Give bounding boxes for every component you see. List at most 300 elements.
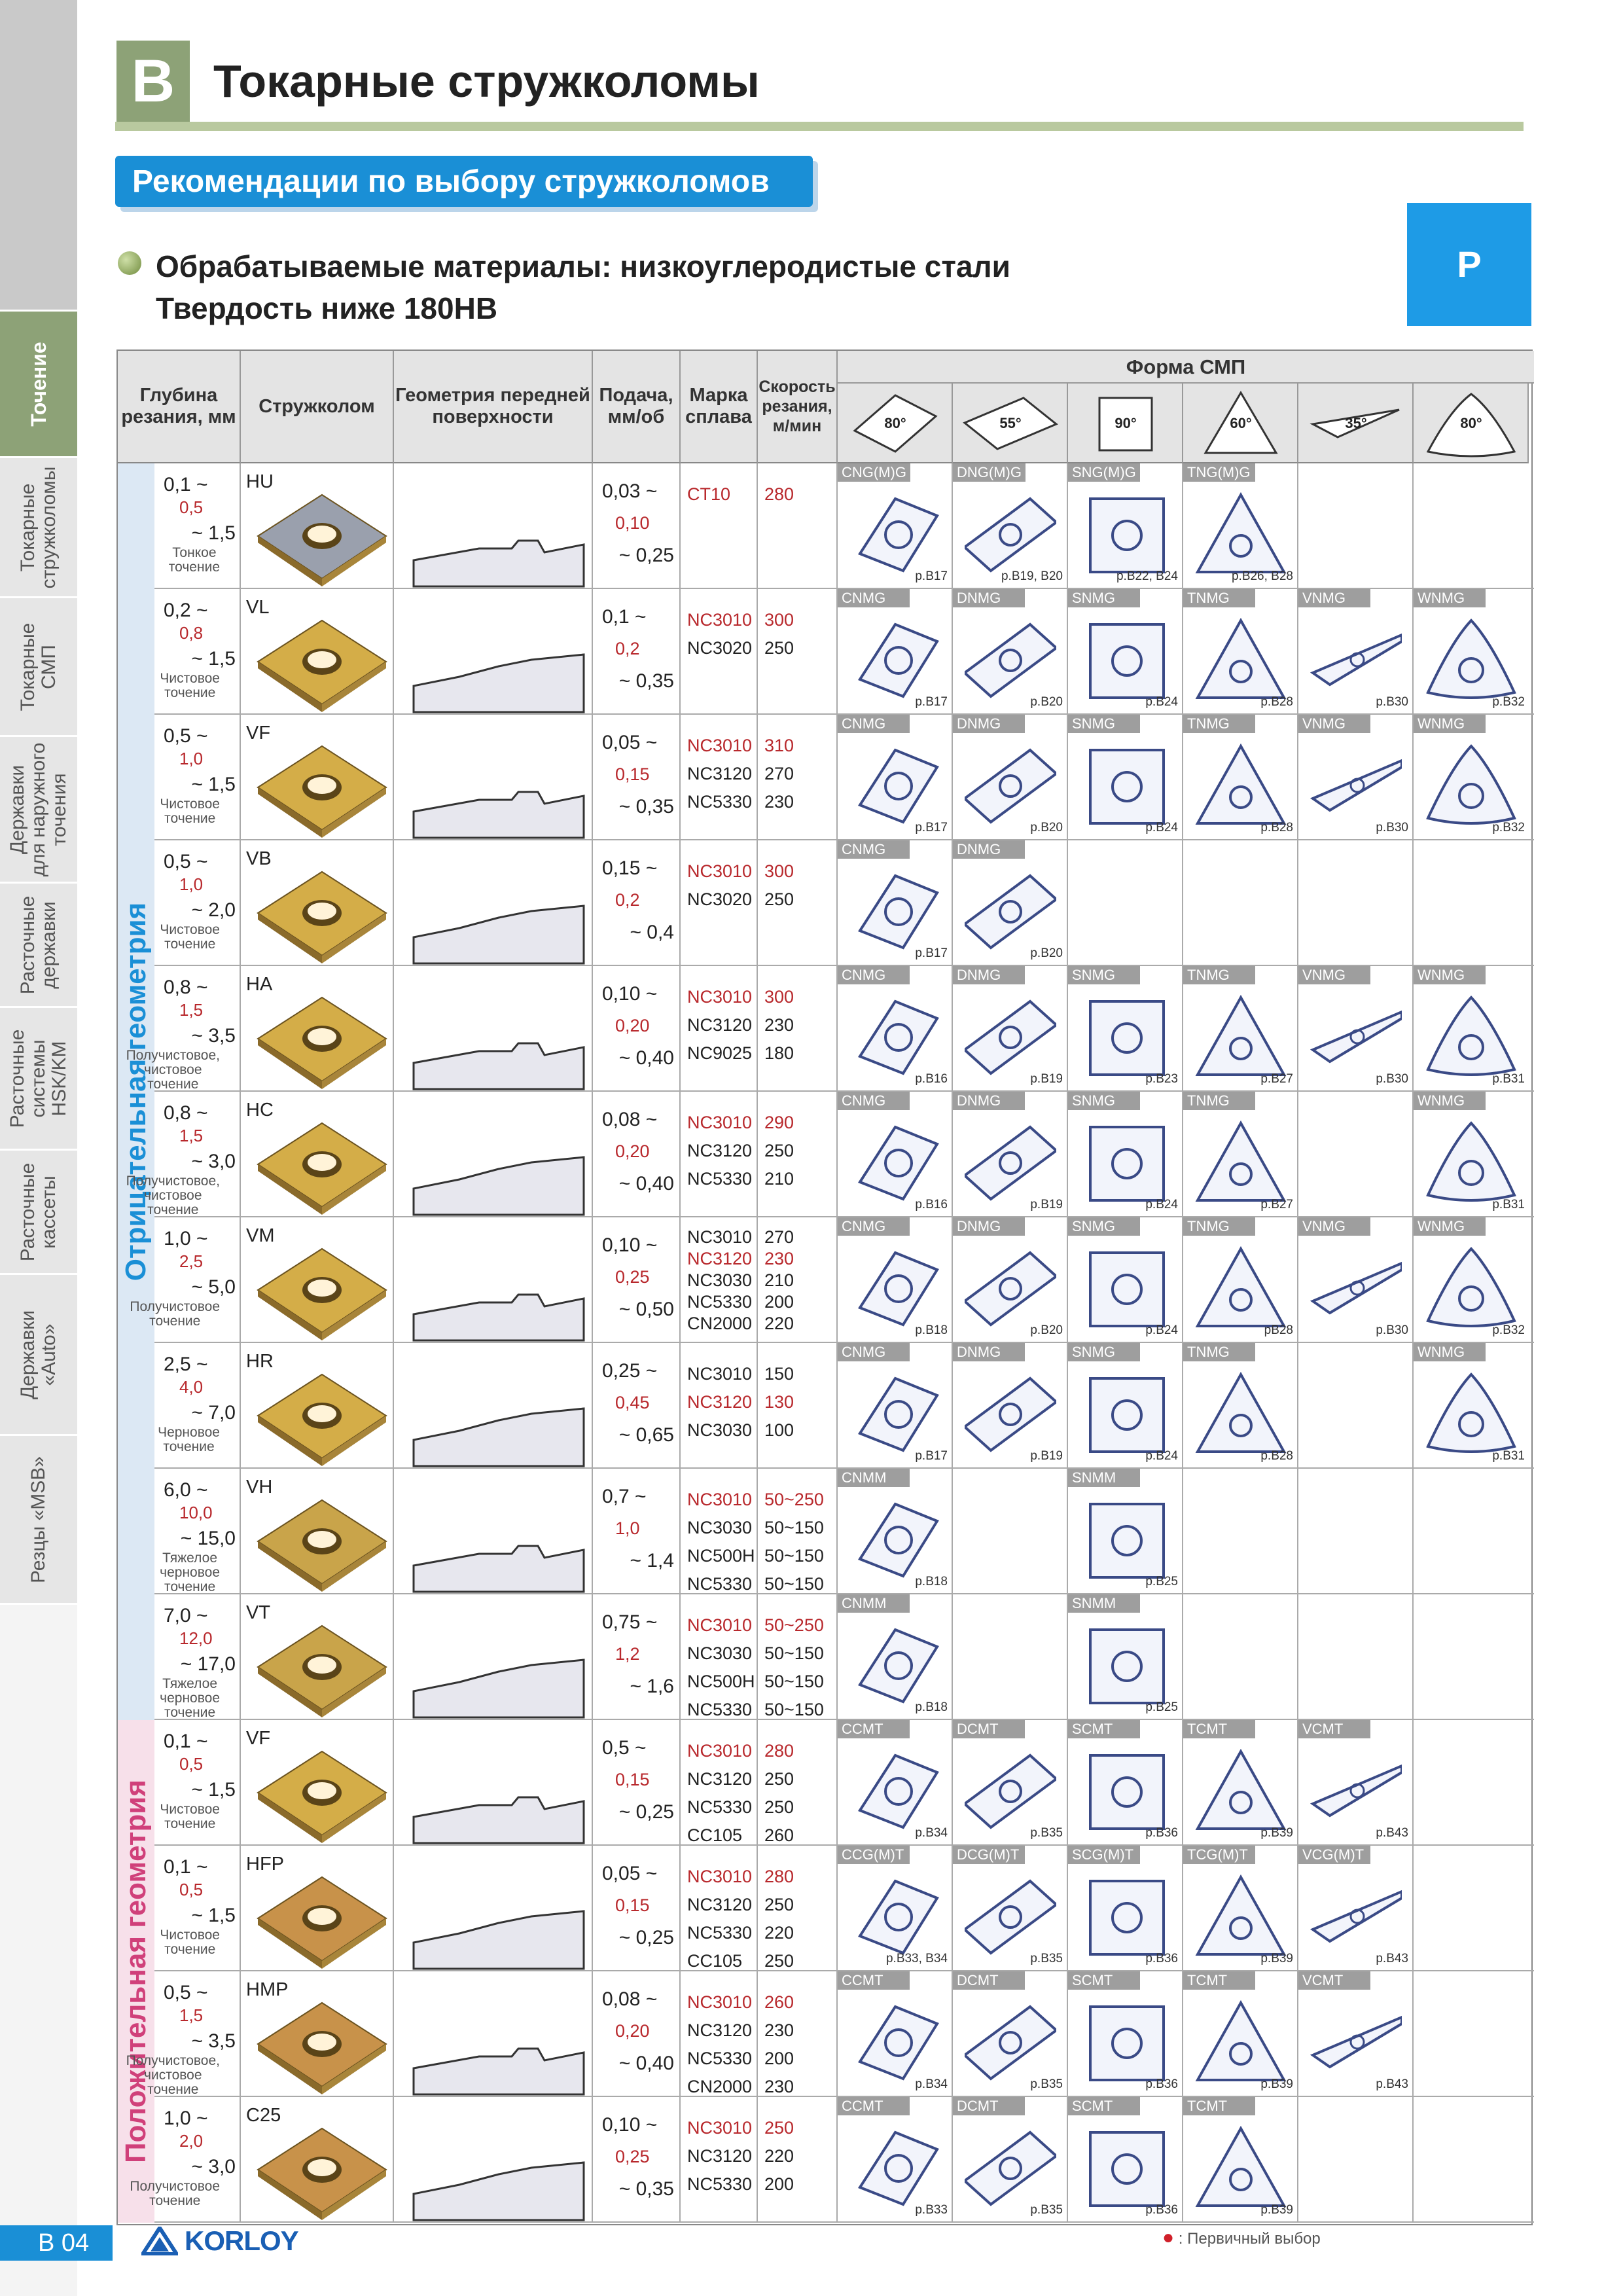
speed-cell: [758, 2097, 838, 2223]
grade-name: NC500H: [687, 1546, 755, 1566]
shape-cell[interactable]: [838, 1720, 953, 1844]
catalog-page-ref[interactable]: p.B35: [1030, 2203, 1063, 2217]
insert-drawing-icon: [1310, 1746, 1402, 1834]
catalog-page-ref[interactable]: p.B16: [915, 1072, 948, 1086]
insert-designation: WNMG: [1414, 1217, 1486, 1236]
depth-value: ~ 1,5: [191, 522, 236, 544]
catalog-page-ref[interactable]: p.B35: [1030, 1952, 1063, 1965]
shape-cell: [1414, 1469, 1529, 1593]
sidebar-tab[interactable]: [0, 1008, 77, 1151]
sidebar-tab-label: Державки «Auto»: [17, 1310, 60, 1399]
speed-value: 180: [764, 1043, 794, 1063]
catalog-page-ref[interactable]: p.B19: [1030, 1198, 1063, 1211]
breaker-cell: [241, 1720, 394, 1846]
shape-cell[interactable]: [1068, 1594, 1183, 1719]
shape-cell[interactable]: [1183, 1343, 1298, 1467]
catalog-page-ref[interactable]: p.B20: [1030, 821, 1063, 834]
geometry-cell: [394, 840, 593, 966]
catalog-page-ref[interactable]: p.B34: [915, 1826, 948, 1840]
sidebar-tab[interactable]: [0, 1436, 77, 1605]
insert-designation: CNMG: [838, 1092, 910, 1110]
breaker-cell: [241, 1971, 394, 2097]
depth-value: 0,1 ~: [164, 474, 208, 495]
insert-drawing: [1080, 1872, 1171, 1963]
table-row: [130, 1217, 1534, 1343]
catalog-page-ref[interactable]: p.B19: [1030, 1072, 1063, 1086]
catalog-page-ref[interactable]: p.B18: [915, 1700, 948, 1714]
catalog-page-ref[interactable]: p.B27: [1260, 1072, 1293, 1086]
shape-cell: [1068, 840, 1183, 965]
shape-cell[interactable]: [953, 589, 1068, 713]
speed-value: 260: [764, 1825, 794, 1845]
catalog-page-ref[interactable]: p.B35: [1030, 2077, 1063, 2091]
catalog-page-ref[interactable]: p.B36: [1145, 1826, 1178, 1840]
insert-drawing: [965, 615, 1056, 706]
insert-photo-icon: [255, 744, 389, 839]
sidebar-tab[interactable]: [0, 0, 77, 312]
shape-cell[interactable]: [838, 840, 953, 965]
insert-drawing-icon: [1195, 1998, 1287, 2085]
shape-cell[interactable]: [1068, 1469, 1183, 1593]
shape-cell[interactable]: [1068, 1217, 1183, 1342]
machining-type: Чистовое точение: [160, 922, 220, 952]
catalog-page-ref[interactable]: p.B27: [1260, 1198, 1293, 1211]
insert-designation: VNMG: [1298, 1217, 1370, 1236]
legend: [1162, 2227, 1321, 2249]
shape-angle-label: 55°: [999, 415, 1022, 431]
shape-cell[interactable]: [838, 1846, 953, 1970]
depth-value: 0,5 ~: [164, 1982, 208, 2003]
shape-cell[interactable]: [1183, 1092, 1298, 1216]
shape-cell[interactable]: [953, 1092, 1068, 1216]
breaker-name: VB: [246, 848, 272, 869]
insert-drawing: [849, 2123, 941, 2214]
shape-cell[interactable]: [953, 1720, 1068, 1844]
catalog-page-ref[interactable]: p.B20: [1030, 1323, 1063, 1337]
depth-value: ~ 3,5: [191, 2030, 236, 2052]
shape-cell[interactable]: [838, 463, 953, 588]
breaker-cell: [241, 1217, 394, 1343]
catalog-page-ref[interactable]: p.B43: [1376, 1952, 1408, 1965]
catalog-page-ref[interactable]: p.B28: [1260, 695, 1293, 709]
table-row: [154, 1846, 1534, 1971]
catalog-page-ref[interactable]: p.B23: [1145, 1072, 1178, 1086]
feed-value: 0,1 ~: [602, 606, 647, 628]
catalog-page-ref[interactable]: p.B16: [915, 1198, 948, 1211]
grade-list: [687, 857, 752, 914]
shape-cell[interactable]: [1298, 589, 1414, 713]
depth-value: 2,0: [179, 2131, 204, 2151]
breaker-cell: [241, 1092, 394, 1217]
insert-photo-icon: [255, 492, 389, 588]
shape-cell[interactable]: [1068, 1846, 1183, 1970]
catalog-page-ref[interactable]: p.B17: [915, 695, 948, 709]
catalog-page-ref[interactable]: p.B30: [1376, 1323, 1408, 1337]
insert-drawing: [849, 1746, 941, 1837]
shape-cell[interactable]: [1068, 2097, 1183, 2221]
machining-type: Чистовое точение: [160, 797, 220, 826]
insert-drawing-icon: [1080, 1244, 1171, 1331]
catalog-page-ref[interactable]: p.B17: [915, 821, 948, 834]
grade-cell: [681, 1092, 758, 1217]
shape-cell[interactable]: [1068, 589, 1183, 713]
shape-cell[interactable]: [838, 1092, 953, 1216]
feed-value: ~ 0,40: [618, 1173, 674, 1194]
feed-value: ~ 0,50: [618, 1299, 674, 1320]
catalog-page-ref[interactable]: p.B17: [915, 946, 948, 960]
shape-header-cell: [1298, 384, 1414, 463]
insert-drawing-icon: [849, 1244, 941, 1331]
shape-cell[interactable]: [1068, 715, 1183, 839]
catalog-page-ref[interactable]: p.B30: [1376, 695, 1408, 709]
catalog-page-ref[interactable]: p.B32: [1492, 821, 1525, 834]
legend-mark: ●: [1162, 2227, 1175, 2248]
rake-geometry: [401, 1242, 586, 1350]
catalog-page-ref[interactable]: p.B24: [1145, 695, 1178, 709]
shape-cell[interactable]: [1298, 1217, 1414, 1342]
feed-value: 0,05 ~: [602, 732, 658, 753]
subtitle-bar: [115, 156, 813, 207]
catalog-page-ref[interactable]: p.B22, B24: [1116, 569, 1178, 583]
band-negative-label: Отрицательная геометрия: [120, 902, 152, 1282]
catalog-page-ref[interactable]: p.B31: [1492, 1449, 1525, 1463]
insert-designation: DNMG: [953, 1092, 1025, 1110]
depth-cell: [126, 1092, 241, 1217]
shape-cell[interactable]: [1183, 1720, 1298, 1844]
catalog-page-ref[interactable]: p.B39: [1260, 2203, 1293, 2217]
catalog-page-ref[interactable]: p.B32: [1492, 695, 1525, 709]
insert-drawing: [965, 741, 1056, 832]
catalog-page-ref[interactable]: p.B32: [1492, 1323, 1525, 1337]
header-depth: Глубина резания, мм: [118, 351, 241, 463]
insert-drawing-icon: [965, 1998, 1056, 2085]
catalog-page-ref[interactable]: p.B25: [1145, 1700, 1178, 1714]
shape-cell[interactable]: [1298, 715, 1414, 839]
insert-drawing-icon: [1195, 1118, 1287, 1206]
shape-cell[interactable]: [1298, 1846, 1414, 1970]
insert-designation: CNMG: [838, 840, 910, 859]
shape-cell[interactable]: [1068, 966, 1183, 1090]
speed-value: 270: [764, 1227, 794, 1247]
catalog-page-ref[interactable]: p.B36: [1145, 2077, 1178, 2091]
shape-cell[interactable]: [838, 1343, 953, 1467]
shape-cell[interactable]: [1183, 589, 1298, 713]
catalog-page-ref[interactable]: p.B36: [1145, 2203, 1178, 2217]
insert-drawing: [965, 1746, 1056, 1837]
shape-cell[interactable]: [1183, 1846, 1298, 1970]
shape-cell[interactable]: [1414, 1343, 1529, 1467]
catalog-page-ref[interactable]: p.B19, B20: [1001, 569, 1063, 583]
shape-cell[interactable]: [953, 1217, 1068, 1342]
shape-cell[interactable]: [953, 966, 1068, 1090]
catalog-page-ref[interactable]: p.B30: [1376, 1072, 1408, 1086]
grade-list: [687, 1360, 752, 1444]
grade-name: NC3030: [687, 1518, 753, 1537]
rake-geometry: [401, 488, 586, 596]
breaker-cell: [241, 2097, 394, 2223]
insert-photo-icon: [255, 1623, 389, 1719]
shape-cell: [1183, 840, 1298, 965]
sidebar-tab[interactable]: [0, 884, 77, 1008]
catalog-page-ref[interactable]: p.B20: [1030, 695, 1063, 709]
catalog-page-ref[interactable]: p.B17: [915, 569, 948, 583]
depth-cell: [126, 966, 241, 1092]
shape-cell[interactable]: [1414, 715, 1529, 839]
shape-cell[interactable]: [838, 1971, 953, 2096]
shape-cell: [953, 1594, 1068, 1719]
insert-designation: WNMG: [1414, 1343, 1486, 1361]
catalog-page-ref[interactable]: p.B36: [1145, 1952, 1178, 1965]
insert-photo-icon: [255, 2000, 389, 2096]
catalog-page-ref[interactable]: p.B24: [1145, 821, 1178, 834]
feed-cell: [593, 1971, 681, 2097]
catalog-page-ref[interactable]: p.B34: [915, 2077, 948, 2091]
rake-geometry-icon: [401, 614, 586, 719]
insert-designation: SCG(M)T: [1068, 1846, 1140, 1864]
catalog-page-ref[interactable]: p.B33: [915, 2203, 948, 2217]
depth-cell: [154, 1594, 241, 1720]
insert-drawing-icon: [1080, 1746, 1171, 1834]
breaker-name: HMP: [246, 1979, 289, 2000]
grade-name: NC5330: [687, 792, 753, 812]
sidebar-tab[interactable]: [0, 737, 77, 884]
insert-drawing: [965, 1872, 1056, 1963]
insert-drawing-icon: [849, 1998, 941, 2085]
insert-designation: CCMT: [838, 1971, 910, 1990]
chipbreaker-table: [116, 350, 1533, 2225]
grade-list: [687, 2114, 752, 2198]
depth-value: 0,8 ~: [164, 1102, 208, 1124]
insert-drawing-icon: [1425, 1118, 1517, 1206]
shape-cell[interactable]: [1068, 463, 1183, 588]
catalog-page-ref[interactable]: p.B17: [915, 1449, 948, 1463]
shape-cell[interactable]: [838, 1217, 953, 1342]
speed-value: 210: [764, 1270, 794, 1290]
insert-photo: [255, 1372, 389, 1471]
insert-drawing: [1425, 1244, 1517, 1335]
insert-drawing-icon: [1195, 1244, 1287, 1331]
catalog-page-ref[interactable]: p.B39: [1260, 2077, 1293, 2091]
material-line-2: Твердость ниже 180HB: [156, 291, 498, 325]
sidebar-tab-label: Токарные СМП: [17, 622, 60, 711]
geometry-cell: [394, 966, 593, 1092]
shape-cell[interactable]: [953, 1971, 1068, 2096]
catalog-page-ref[interactable]: p.B28: [1260, 1449, 1293, 1463]
material-line-1: Обрабатываемые материалы: низкоуглеродистые стали: [156, 249, 1010, 283]
shape-cell[interactable]: [838, 2097, 953, 2221]
shape-cell[interactable]: [838, 589, 953, 713]
grade-cell: [681, 1217, 758, 1343]
shape-cell[interactable]: [1068, 1971, 1183, 2096]
shape-cell: [1183, 1469, 1298, 1593]
shape-cell[interactable]: [953, 840, 1068, 965]
feed-value: ~ 0,25: [618, 545, 674, 566]
catalog-page-ref[interactable]: pB28: [1264, 1323, 1293, 1337]
catalog-page-ref[interactable]: p.B31: [1492, 1198, 1525, 1211]
catalog-page-ref[interactable]: p.B24: [1145, 1323, 1178, 1337]
speed-list: [764, 1360, 794, 1444]
shape-cell[interactable]: [838, 1469, 953, 1593]
shape-cell[interactable]: [1183, 2097, 1298, 2221]
catalog-page-ref[interactable]: p.B20: [1030, 946, 1063, 960]
catalog-page-ref[interactable]: p.B39: [1260, 1952, 1293, 1965]
depth-cell: [154, 463, 241, 589]
shape-cell[interactable]: [1183, 1217, 1298, 1342]
shape-cell[interactable]: [1298, 1720, 1414, 1844]
feed-value: 0,20: [615, 1141, 650, 1161]
insert-designation: SNG(M)G: [1068, 463, 1140, 482]
insert-designation: VNMG: [1298, 966, 1370, 984]
insert-photo-icon: [255, 1121, 389, 1216]
rake-geometry: [401, 1996, 586, 2104]
header-grade: Марка сплава: [681, 351, 758, 463]
insert-drawing: [1080, 1746, 1171, 1837]
shape-cell[interactable]: [1414, 1217, 1529, 1342]
catalog-page-ref[interactable]: p.B30: [1376, 821, 1408, 834]
catalog-page-ref[interactable]: p.B43: [1376, 1826, 1408, 1840]
insert-drawing-icon: [849, 490, 941, 577]
shape-cell[interactable]: [1298, 1971, 1414, 2096]
sidebar-tab[interactable]: [0, 1151, 77, 1275]
insert-drawing: [1310, 1746, 1402, 1837]
speed-value: 250: [764, 1769, 794, 1789]
brand-logo: [141, 2225, 298, 2257]
sidebar-tab[interactable]: [0, 1275, 77, 1436]
shape-cell[interactable]: [838, 966, 953, 1090]
rake-geometry-icon: [401, 1494, 586, 1598]
insert-designation: TNMG: [1183, 1343, 1255, 1361]
catalog-page-ref[interactable]: p.B31: [1492, 1072, 1525, 1086]
insert-designation: DCG(M)T: [953, 1846, 1025, 1864]
grade-name: NC3010: [687, 2118, 753, 2138]
shape-cell[interactable]: [953, 1846, 1068, 1970]
depth-cell: [154, 589, 241, 715]
catalog-page-ref[interactable]: p.B25: [1145, 1575, 1178, 1588]
catalog-page-ref[interactable]: p.B33, B34: [885, 1952, 948, 1965]
catalog-page-ref[interactable]: p.B35: [1030, 1826, 1063, 1840]
grade-cell: [681, 589, 758, 715]
catalog-page-ref[interactable]: p.B24: [1145, 1198, 1178, 1211]
shape-cell[interactable]: [1068, 1343, 1183, 1467]
shape-cell[interactable]: [953, 463, 1068, 588]
shape-cell: [1298, 1092, 1414, 1216]
geometry-cell: [394, 715, 593, 840]
breaker-cell: [241, 1343, 394, 1469]
insert-drawing: [1080, 1118, 1171, 1209]
catalog-page-ref[interactable]: p.B26, B28: [1231, 569, 1293, 583]
insert-drawing-icon: [965, 615, 1056, 703]
insert-drawing-icon: [1195, 615, 1287, 703]
insert-drawing: [1425, 1118, 1517, 1209]
machining-type: Чистовое точение: [160, 1928, 220, 1957]
breaker-name: HC: [246, 1100, 274, 1121]
sidebar-tab[interactable]: [0, 312, 77, 458]
grade-cell: [681, 1720, 758, 1846]
depth-value: ~ 3,0: [191, 2156, 236, 2178]
speed-cell: [758, 966, 838, 1092]
catalog-page-ref[interactable]: p.B18: [915, 1323, 948, 1337]
insert-designation: VNMG: [1298, 589, 1370, 607]
sidebar-tab[interactable]: [0, 458, 77, 598]
shape-cell[interactable]: [1068, 1720, 1183, 1844]
grade-name: NC3010: [687, 1992, 753, 2012]
speed-list: [764, 480, 794, 509]
insert-photo: [255, 1874, 389, 1973]
insert-designation: VCMT: [1298, 1971, 1370, 1990]
shape-cell[interactable]: [1183, 463, 1298, 588]
catalog-page-ref[interactable]: p.B24: [1145, 1449, 1178, 1463]
shape-cell[interactable]: [1183, 1971, 1298, 2096]
speed-list: [764, 1863, 794, 1975]
grade-name: NC3010: [687, 1867, 753, 1886]
rake-geometry: [401, 1871, 586, 1979]
depth-cell: [154, 1846, 241, 1971]
shape-cell[interactable]: [838, 1594, 953, 1719]
shape-cell[interactable]: [1414, 589, 1529, 713]
catalog-page-ref[interactable]: p.B28: [1260, 821, 1293, 834]
shape-cell: [1414, 1971, 1529, 2096]
shape-cell[interactable]: [953, 1343, 1068, 1467]
insert-drawing: [849, 867, 941, 958]
rake-geometry: [401, 1368, 586, 1476]
speed-value: 50~150: [764, 1672, 824, 1691]
shape-cell[interactable]: [1414, 1092, 1529, 1216]
breaker-name: VT: [246, 1602, 271, 1623]
grade-name: NC3120: [687, 1141, 753, 1160]
shape-cell[interactable]: [838, 715, 953, 839]
feed-value: ~ 0,35: [618, 2178, 674, 2200]
speed-value: 280: [764, 1741, 794, 1761]
grade-name: CC105: [687, 1825, 743, 1845]
speed-cell: [758, 589, 838, 715]
shape-cell[interactable]: [953, 715, 1068, 839]
insert-drawing-icon: [1080, 741, 1171, 829]
feed-value: 0,03 ~: [602, 480, 658, 502]
catalog-page-ref[interactable]: p.B19: [1030, 1449, 1063, 1463]
insert-drawing-icon: [849, 1369, 941, 1457]
sidebar-tab[interactable]: [0, 598, 77, 737]
insert-designation: VCG(M)T: [1298, 1846, 1370, 1864]
depth-value: ~ 5,0: [191, 1276, 236, 1298]
catalog-page-ref[interactable]: p.B39: [1260, 1826, 1293, 1840]
insert-drawing-icon: [849, 615, 941, 703]
shape-cell[interactable]: [1183, 966, 1298, 1090]
grade-cell: [681, 463, 758, 589]
shape-cell[interactable]: [1414, 966, 1529, 1090]
grade-name: CC105: [687, 1951, 743, 1971]
speed-value: 250: [764, 1895, 794, 1914]
geometry-cell: [394, 1343, 593, 1469]
feed-cell: [593, 2097, 681, 2223]
catalog-page-ref[interactable]: p.B43: [1376, 2077, 1408, 2091]
table-row: [130, 2097, 1534, 2223]
insert-drawing: [965, 1998, 1056, 2089]
insert-designation: CNMM: [838, 1469, 910, 1487]
insert-drawing-icon: [849, 741, 941, 829]
catalog-page-ref[interactable]: p.B18: [915, 1575, 948, 1588]
insert-designation: DCMT: [953, 1720, 1025, 1738]
shape-cell[interactable]: [1183, 715, 1298, 839]
shape-cell[interactable]: [953, 2097, 1068, 2221]
shape-cell[interactable]: [1298, 966, 1414, 1090]
insert-designation: SNMG: [1068, 589, 1140, 607]
machining-type: Тяжелое черновое точение: [160, 1551, 220, 1594]
header-geometry: Геометрия передней поверхности: [394, 351, 593, 463]
feed-value: 0,15: [615, 1895, 650, 1915]
rake-geometry-icon: [401, 488, 586, 593]
insert-drawing-icon: [965, 1872, 1056, 1960]
shape-cell[interactable]: [1068, 1092, 1183, 1216]
